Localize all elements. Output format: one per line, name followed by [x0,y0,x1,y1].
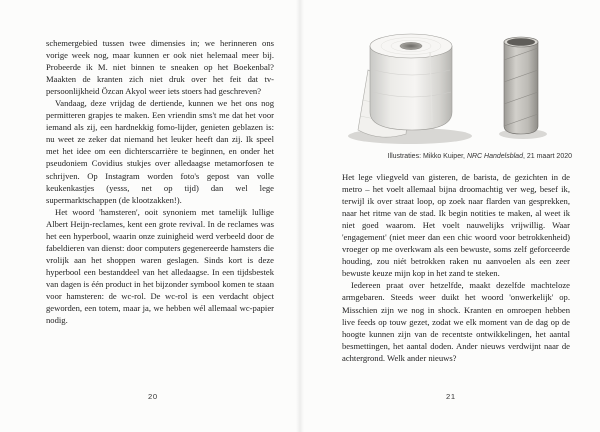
gutter-shadow [296,0,304,432]
left-page-body [46,37,274,326]
page-number: 21 [446,392,456,401]
right-page-body [342,171,570,364]
toilet-paper-illustration [340,30,572,148]
paragraph: Iedereen praat over hetzelfde, maakt dezelfde machteloze armgebaren. Steeds weer duikt het woord 'onwerkelijk' op. Misschien zijn we nog in shock. Kranten en omroepen hebben live feeds op touw gezet, zodat we elk moment van de dag op de hoogte kunnen zijn van de recentste ontwikkelingen, het aantal besmettingen, het aantal doden. Ander nieuws verdwijnt naar de achtergrond. Welk ander nieuws? [342,280,570,363]
paragraph: Vandaag, deze vrijdag de dertiende, kunnen we het ons nog permitteren grapjes te maken. Een vriendin sms't me dat het voor iemand als zij, een hardnekkig fomo-lijder, genieten geblazen is: nu weet ze zeker dat niemand het leuker heeft dan zij. Ik speel met het idee om een dichterscarrière te beginnen, en onder het pseudoniem Covidius stukjes over alledaagse metamorfosen te schrijven. Op Instagram worden foto's gepost van volle keukenkastjes (yesss, net op tijd) dan wel lege supermarktschappen (de klootzakken!). [46,98,274,205]
page-number: 20 [148,392,158,401]
illustration-caption [340,152,572,161]
caption-date: , 21 maart 2020 [522,153,572,160]
caption-publication: NRC Handelsblad [466,153,523,160]
toilet-paper-roll-icon [370,46,452,130]
caption-credit: Illustraties: Mikko Kuiper, [387,153,467,160]
paragraph: Het woord 'hamsteren', ooit synoniem met tamelijk lullige Albert Heijn-reclames, kent een grote revival. In de reclames was het een hyperbool, waarin onze zuinigheid werd verbeeld door de fabeldieren van dienst: door computers gegenereerde hamsters die vrolijk aan het shoppen waren geslagen. Sinds kort is deze hyperbool een bestanddeel van het alledaagse. In een tijdsbestek van dagen is één product in het bijzonder symbool komen te staan voor hamsteren: de wc-rol. De wc-rol is een verdacht object geworden, een totem, maar ja, we hebben wél allemaal wc-papier nodig. [46,206,274,326]
paragraph: Het lege vliegveld van gisteren, de barista, de gezichten in de metro – het voelt allemaal bijna droomachtig ver weg, besef ik, terwijl ik over straat loop, op zoek naar flarden van gesprekken, naar het ritme van de stad. Ik begin notities te maken, al weet ik niet goed waarom. Het voelt nauwelijks vrijwillig. Waar 'engagement' (niet meer dan een chic woord voor betrokkenheid) vroeger op me overkwam als een bewuste, soms zelf geforceerde houding, zou niét betrokken raken nu aanvoelen als een zeer bewuste keuze mijn kop in het zand te steken. [342,172,570,279]
paragraph: schemergebied tussen twee dimensies in; we herinneren ons vorige week nog, maar kunnen er ook niet helemaal meer bij. Probeerde ik M. niet binnen te sneaken op het Boekenbal? Maakten de kranten zich niet druk over het feit dat tv-persoonlijkheid Özcan Akyol weer iets stoers had geschreven? [46,38,274,97]
